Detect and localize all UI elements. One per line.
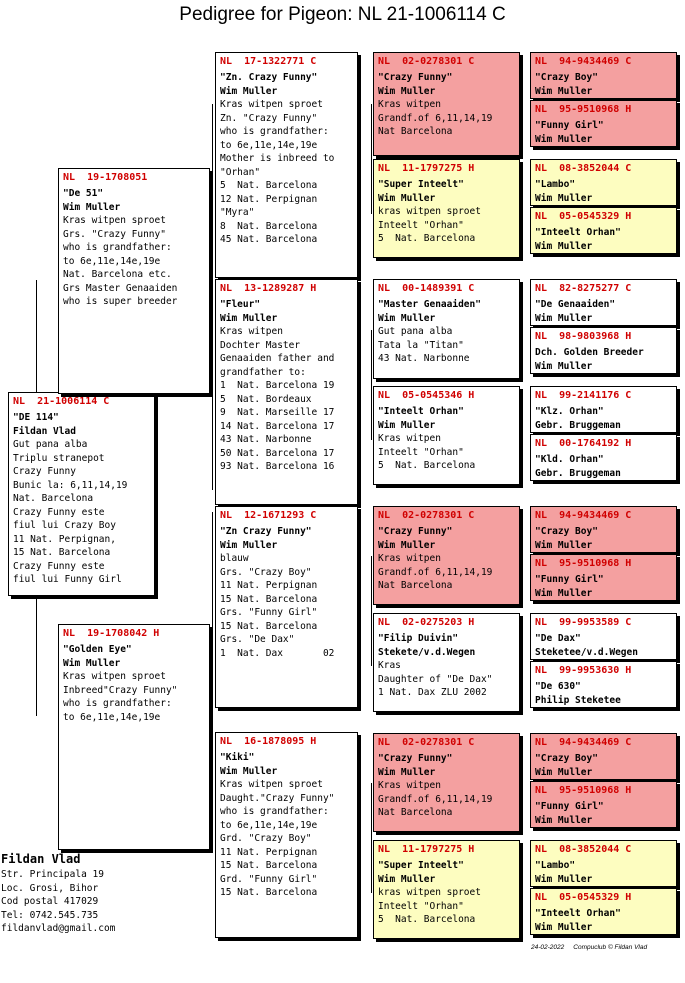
info-line: 15 Nat. Barcelona (220, 593, 318, 605)
owner-name: Gebr. Bruggeman (535, 419, 621, 431)
owner-name: Wim Muller (378, 419, 436, 431)
breeder-postal-code: Cod postal 417029 (1, 896, 99, 907)
info-line: 15 Nat. Barcelona (13, 547, 111, 558)
info-line: Inteelt "Orhan" (378, 900, 464, 912)
info-line: "Myra" (220, 207, 255, 218)
connector-line (212, 512, 213, 850)
ring-number: NL 08-3852044 C (535, 844, 632, 855)
breeder-info (1, 851, 115, 936)
owner-name: Wim Muller (535, 240, 593, 252)
pigeon-name: "Super Inteelt" (378, 860, 464, 871)
info-line: Kras witpen (378, 99, 441, 110)
pigeon-card-gen3[interactable] (373, 159, 520, 258)
ring-number: NL 99-9953589 C (535, 617, 632, 628)
owner-name: Wim Muller (535, 766, 593, 778)
ring-number: NL 13-1289287 H (220, 283, 317, 294)
pigeon-card-gen4[interactable] (530, 386, 677, 433)
pigeon-name: "Inteelt Orhan" (535, 227, 621, 238)
pigeon-name: "DE 114" (13, 412, 59, 423)
info-line: Nat. Barcelona (13, 493, 94, 504)
info-line: 5 Nat. Barcelona (220, 180, 318, 191)
info-line: "Orhan" (220, 166, 261, 178)
ring-number: NL 02-0278301 C (378, 510, 475, 521)
breeder-email: fildanvlad@gmail.com (1, 923, 116, 934)
pigeon-name: "Filip Duivin" (378, 633, 459, 644)
pigeon-card-gen3[interactable] (373, 613, 520, 712)
ring-number: NL 08-3852044 C (535, 163, 632, 174)
info-line: Kras witpen sproet (220, 779, 323, 790)
pigeon-card-subject[interactable] (8, 392, 155, 596)
owner-name: Wim Muller (378, 539, 436, 551)
ring-number: NL 02-0278301 C (378, 56, 475, 67)
owner-name: Wim Muller (535, 539, 593, 551)
pigeon-name: "Lambo" (535, 179, 576, 190)
owner-name: Wim Muller (535, 921, 593, 933)
ring-number: NL 17-1322771 C (220, 56, 317, 67)
pigeon-card-gen3[interactable] (373, 279, 520, 379)
pigeon-name: "Crazy Boy" (535, 526, 598, 537)
ring-number: NL 05-0545329 H (535, 892, 632, 903)
pigeon-card-sire-dam[interactable] (215, 279, 358, 505)
info-line: 1 Nat. Barcelona 19 (220, 380, 335, 391)
ring-number: NL 02-0275203 H (378, 617, 475, 628)
pigeon-name: "De Genaaiden" (535, 299, 616, 310)
owner-name: Wim Muller (220, 765, 278, 777)
pigeon-card-gen4[interactable] (530, 52, 677, 99)
ring-number: NL 00-1489391 C (378, 283, 475, 294)
info-line: 1 Nat. Dax 02 (220, 647, 335, 659)
info-line: Grs Master Genaaiden (63, 282, 178, 294)
owner-name: Wim Muller (535, 133, 593, 145)
ring-number: NL 98-9803968 H (535, 331, 632, 342)
owner-name: Wim Muller (535, 814, 593, 826)
owner-name: Wim Muller (220, 85, 278, 97)
info-line: 9 Nat. Marseille 17 (220, 407, 335, 418)
pigeon-name: "Crazy Funny" (378, 753, 453, 764)
pigeon-card-dam-dam[interactable] (215, 732, 358, 938)
info-line: to 6e,11e,14e,19e (63, 711, 161, 723)
info-line: Crazy Funny este (13, 560, 105, 572)
pigeon-card-gen4[interactable] (530, 840, 677, 887)
owner-name: Fildan Vlad (13, 425, 76, 437)
info-line: 50 Nat. Barcelona 17 (220, 447, 335, 459)
info-line: Inbreed"Crazy Funny" (63, 684, 178, 696)
pigeon-name: Dch. Golden Breeder (535, 347, 644, 358)
ring-number: NL 19-1708051 (63, 172, 148, 183)
pigeon-name: "De 51" (63, 188, 104, 199)
info-line: fiul lui Funny Girl (13, 574, 122, 585)
info-line: Genaaiden father and (220, 353, 335, 364)
info-line: 11 Nat. Perpignan (220, 846, 318, 858)
pigeon-card-gen3[interactable] (373, 52, 520, 156)
connector-line (36, 280, 37, 392)
pigeon-name: "Funny Girl" (535, 574, 604, 585)
info-line: kras witpen sproet (378, 206, 481, 217)
pigeon-name: "Super Inteelt" (378, 179, 464, 190)
pigeon-name: "Zn. Crazy Funny" (220, 72, 318, 83)
pigeon-card-gen4[interactable] (530, 506, 677, 553)
info-line: 45 Nat. Barcelona (220, 234, 318, 245)
page-title: Pedigree for Pigeon: NL 21-1006114 C (179, 4, 506, 25)
pigeon-card-gen4[interactable] (530, 554, 677, 601)
pigeon-card-gen4[interactable] (530, 781, 677, 828)
pigeon-card-gen3[interactable] (373, 733, 520, 832)
info-line: Gut pana alba (13, 439, 88, 450)
info-line: to 6e,11e,14e,19e (220, 819, 318, 831)
info-line: 5 Nat. Barcelona (378, 460, 476, 471)
ring-number: NL 94-9434469 C (535, 737, 632, 748)
info-line: who is grandfather: (63, 242, 172, 253)
owner-name: Stekete/v.d.Wegen (378, 646, 476, 658)
info-line: fiul lui Crazy Boy (13, 520, 116, 531)
pigeon-card-gen4[interactable] (530, 327, 677, 374)
owner-name: Wim Muller (220, 312, 278, 324)
info-line: Kras witpen (378, 433, 441, 444)
owner-name: Wim Muller (535, 312, 593, 324)
info-line: 8 Nat. Barcelona (220, 220, 318, 232)
info-line: Grd. "Funny Girl" (220, 873, 318, 885)
info-line: 93 Nat. Barcelona 16 (220, 461, 335, 472)
info-line: who is super breeder (63, 296, 178, 307)
info-line: Grandf.of 6,11,14,19 (378, 112, 493, 124)
ring-number: NL 11-1797275 H (378, 844, 475, 855)
ring-number: NL 95-9510968 H (535, 785, 632, 796)
owner-name: Wim Muller (378, 192, 436, 204)
info-line: Nat Barcelona (378, 126, 453, 137)
info-line: Inteelt "Orhan" (378, 219, 464, 231)
info-line: Nat. Barcelona etc. (63, 269, 172, 280)
info-line: 11 Nat. Perpignan (220, 580, 318, 591)
pigeon-name: "Master Genaaiden" (378, 299, 481, 310)
breeder-name: Fildan Vlad (1, 852, 81, 866)
info-line: Nat Barcelona (378, 580, 453, 591)
ring-number: NL 95-9510968 H (535, 104, 632, 115)
info-line: Bunic la: 6,11,14,19 (13, 479, 128, 491)
owner-name: Wim Muller (535, 587, 593, 599)
pigeon-name: "Crazy Funny" (378, 72, 453, 83)
info-line: 1 Nat. Dax ZLU 2002 (378, 687, 487, 698)
breeder-address: Str. Principala 19 (1, 869, 104, 880)
info-line: Mother is inbreed to (220, 153, 335, 164)
pigeon-card-gen4[interactable] (530, 279, 677, 326)
connector-line (371, 330, 372, 440)
ring-number: NL 12-1671293 C (220, 510, 317, 521)
pigeon-name: "Klz. Orhan" (535, 406, 604, 417)
info-line: Kras witpen (378, 780, 441, 791)
pigeon-name: "Crazy Funny" (378, 526, 453, 537)
info-line: Grandf.of 6,11,14,19 (378, 566, 493, 578)
pigeon-name: "Golden Eye" (63, 644, 132, 655)
info-line: Kras witpen (220, 326, 283, 337)
info-line: Dochter Master (220, 339, 301, 351)
info-line: who is grandfather: (220, 806, 329, 817)
ring-number: NL 05-0545346 H (378, 390, 475, 401)
pigeon-card-gen4[interactable] (530, 888, 677, 935)
pigeon-card-gen4[interactable] (530, 100, 677, 147)
info-line: Grs. "Funny Girl" (220, 607, 318, 618)
pigeon-card-gen4[interactable] (530, 733, 677, 780)
pigeon-name: "Funny Girl" (535, 120, 604, 131)
pigeon-card-sire-sire[interactable] (215, 52, 358, 278)
owner-name: Philip Steketee (535, 694, 621, 706)
info-line: Kras witpen sproet (63, 215, 166, 226)
pigeon-name: "De 630" (535, 681, 581, 692)
info-line: Grs. "De Dax" (220, 634, 295, 645)
info-line: who is grandfather: (63, 698, 172, 709)
info-line: Tata la "Titan" (378, 339, 464, 351)
owner-name: Steketee/v.d.Wegen (535, 646, 638, 658)
info-line: to 6e,11e,14e,19e (63, 255, 161, 267)
pigeon-card-gen3[interactable] (373, 840, 520, 939)
info-line: blauw (220, 553, 249, 564)
breeder-locality: Loc. Grosi, Bihor (1, 882, 99, 894)
breeder-phone: Tel: 0742.545.735 (1, 909, 99, 921)
ring-number: NL 94-9434469 C (535, 56, 632, 67)
connector-line (371, 104, 372, 214)
info-line: Crazy Funny este (13, 506, 105, 518)
ring-number: NL 05-0545329 H (535, 211, 632, 222)
ring-number: NL 19-1708042 H (63, 628, 160, 639)
owner-name: Wim Muller (378, 873, 436, 885)
info-line: Grs. "Crazy Funny" (63, 228, 166, 240)
info-line: Zn. "Crazy Funny" (220, 112, 318, 124)
pigeon-name: "Crazy Boy" (535, 753, 598, 764)
info-line: 12 Nat. Perpignan (220, 193, 318, 205)
info-line: Grandf.of 6,11,14,19 (378, 793, 493, 805)
info-line: 5 Nat. Bordeaux (220, 393, 312, 405)
pigeon-card-gen4[interactable] (530, 434, 677, 481)
ring-number: NL 16-1878095 H (220, 736, 317, 747)
owner-name: Wim Muller (535, 873, 593, 885)
connector-line (212, 104, 213, 490)
pigeon-name: "Funny Girl" (535, 801, 604, 812)
pigeon-name: "Fleur" (220, 299, 261, 310)
owner-name: Gebr. Bruggeman (535, 467, 621, 479)
ring-number: NL 21-1006114 C (13, 396, 110, 407)
owner-name: Wim Muller (220, 539, 278, 551)
connector-line (371, 556, 372, 666)
info-line: to 6e,11e,14e,19e (220, 139, 318, 151)
pigeon-card-dam[interactable] (58, 624, 210, 850)
info-line: Daughter of "De Dax" (378, 673, 493, 685)
info-line: Nat Barcelona (378, 807, 453, 818)
info-line: 43 Nat. Narbonne (378, 353, 470, 364)
pigeon-name: "Crazy Boy" (535, 72, 598, 83)
owner-name: Wim Muller (378, 85, 436, 97)
pigeon-name: "Inteelt Orhan" (378, 406, 464, 417)
info-line: 15 Nat. Barcelona (220, 620, 318, 632)
pigeon-name: "Inteelt Orhan" (535, 908, 621, 919)
pigeon-name: "Kiki" (220, 752, 255, 763)
pigeon-card-gen3[interactable] (373, 386, 520, 485)
pigeon-card-gen4[interactable] (530, 613, 677, 660)
pigeon-card-dam-sire[interactable] (215, 506, 358, 708)
owner-name: Wim Muller (63, 201, 121, 213)
connector-line (371, 783, 372, 893)
ring-number: NL 94-9434469 C (535, 510, 632, 521)
info-line: 15 Nat. Barcelona (220, 887, 318, 898)
ring-number: NL 11-1797275 H (378, 163, 475, 174)
info-line: who is grandfather: (220, 126, 329, 137)
owner-name: Wim Muller (535, 360, 593, 372)
ring-number: NL 95-9510968 H (535, 558, 632, 569)
info-line: Triplu stranepot (13, 452, 105, 464)
ring-number: NL 02-0278301 C (378, 737, 475, 748)
info-line: Kras witpen sproet (220, 99, 323, 110)
pigeon-name: "Zn Crazy Funny" (220, 526, 312, 537)
pigeon-name: "Lambo" (535, 860, 576, 871)
pigeon-card-gen4[interactable] (530, 661, 677, 708)
footer-credit: 24-02-2022 Compuclub © Fildan Vlad (531, 944, 648, 951)
info-line: Grs. "Crazy Boy" (220, 566, 312, 578)
info-line: Gut pana alba (378, 326, 453, 337)
info-line: 5 Nat. Barcelona (378, 914, 476, 925)
owner-name: Wim Muller (378, 766, 436, 778)
owner-name: Wim Muller (378, 312, 436, 324)
connector-line (36, 598, 37, 716)
owner-name: Wim Muller (535, 85, 593, 97)
ring-number: NL 99-9953630 H (535, 665, 632, 676)
info-line: 15 Nat. Barcelona (220, 860, 318, 871)
info-line: Inteelt "Orhan" (378, 446, 464, 458)
info-line: Kras witpen (378, 553, 441, 564)
pigeon-card-sire[interactable] (58, 168, 210, 394)
ring-number: NL 00-1764192 H (535, 438, 632, 449)
ring-number: NL 82-8275277 C (535, 283, 632, 294)
info-line: Daught."Crazy Funny" (220, 792, 335, 804)
info-line: Crazy Funny (13, 466, 76, 477)
pigeon-name: "De Dax" (535, 633, 581, 644)
pigeon-card-gen4[interactable] (530, 159, 677, 206)
pigeon-name: "Kld. Orhan" (535, 454, 604, 465)
info-line: Kras witpen sproet (63, 671, 166, 682)
ring-number: NL 99-2141176 C (535, 390, 632, 401)
info-line: Grd. "Crazy Boy" (220, 833, 312, 844)
info-line: 43 Nat. Narbonne (220, 434, 312, 445)
info-line: kras witpen sproet (378, 887, 481, 898)
info-line: Kras (378, 660, 401, 671)
info-line: 11 Nat. Perpignan, (13, 533, 116, 545)
pigeon-card-gen4[interactable] (530, 207, 677, 254)
pigeon-card-gen3[interactable] (373, 506, 520, 605)
info-line: 5 Nat. Barcelona (378, 233, 476, 244)
info-line: 14 Nat. Barcelona 17 (220, 420, 335, 432)
owner-name: Wim Muller (63, 657, 121, 669)
info-line: grandfather to: (220, 366, 306, 378)
owner-name: Wim Muller (535, 192, 593, 204)
